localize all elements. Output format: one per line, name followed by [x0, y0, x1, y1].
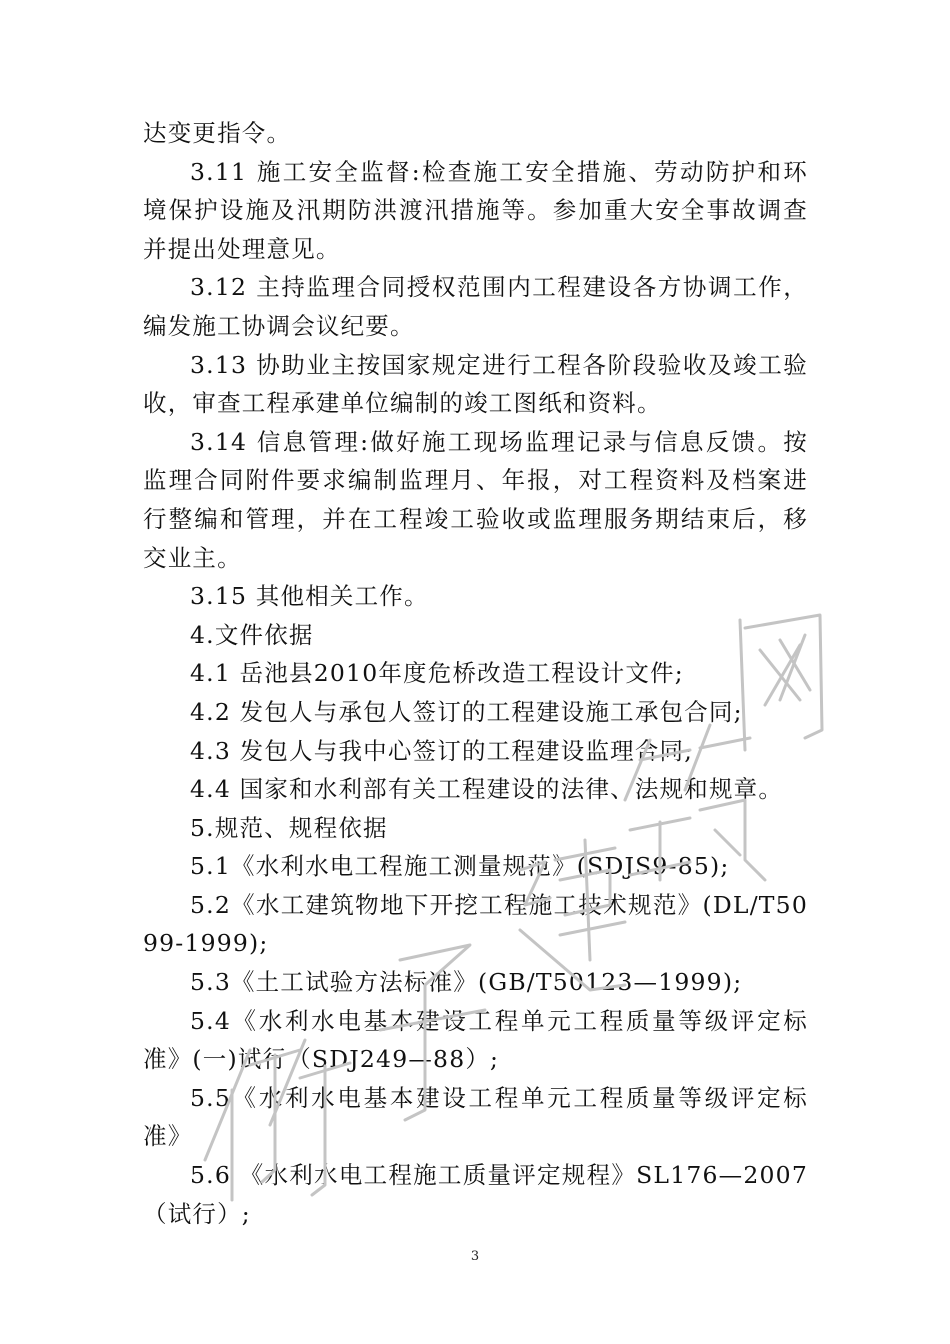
paragraph: 5.4《水利水电基本建设工程单元工程质量等级评定标准》(一)试行（SDJ249—88）; — [143, 1006, 808, 1074]
paragraph: 4.1 岳池县2010年度危桥改造工程设计文件; — [190, 659, 684, 688]
paragraph: 达变更指令。 — [143, 119, 292, 147]
paragraph: 3.13 协助业主按国家规定进行工程各阶段验收及竣工验收，审查工程承建单位编制的竣工图纸和资料。 — [143, 350, 808, 418]
paragraph: 5.1《水利水电工程施工测量规范》(SDJS9-85); — [190, 852, 730, 881]
paragraph: 5.3《土工试验方法标准》(GB/T50123—1999); — [190, 968, 743, 997]
paragraph: 4.3 发包人与我中心签订的工程建设监理合同; — [190, 736, 694, 765]
paragraph: 5.5《水利水电基本建设工程单元工程质量等级评定标准》 — [143, 1083, 808, 1151]
paragraph: 5.规范、规程依据 — [190, 813, 388, 842]
paragraph: 3.12 主持监理合同授权范围内工程建设各方协调工作，编发施工协调会议纪要。 — [143, 273, 808, 340]
page-number: 3 — [470, 1249, 480, 1264]
paragraph: 3.14 信息管理:做好施工现场监理记录与信息反馈。按监理合同附件要求编制监理月、年报，对工程资料及档案进行整编和管理，并在工程竣工验收或监理服务期结束后，移交业主。 — [143, 427, 808, 572]
paragraph: 3.11 施工安全监督:检查施工安全措施、劳动防护和环境保护设施及汛期防洪渡汛措施等。参加重大安全事故调查并提出处理意见。 — [143, 157, 808, 263]
paragraph: 4.2 发包人与承包人签订的工程建设施工承包合同; — [190, 697, 743, 726]
paragraph: 5.6 《水利水电工程施工质量评定规程》SL176—2007（试行）; — [143, 1161, 808, 1228]
paragraph: 4.4 国家和水利部有关工程建设的法律、法规和规章。 — [190, 775, 784, 804]
paragraph: 5.2《水工建筑物地下开挖工程施工技术规范》(DL/T5099-1999); — [143, 890, 808, 958]
document-body — [143, 114, 808, 1233]
paragraph: 3.15 其他相关工作。 — [190, 582, 429, 611]
paragraph: 4.文件依据 — [190, 620, 314, 649]
